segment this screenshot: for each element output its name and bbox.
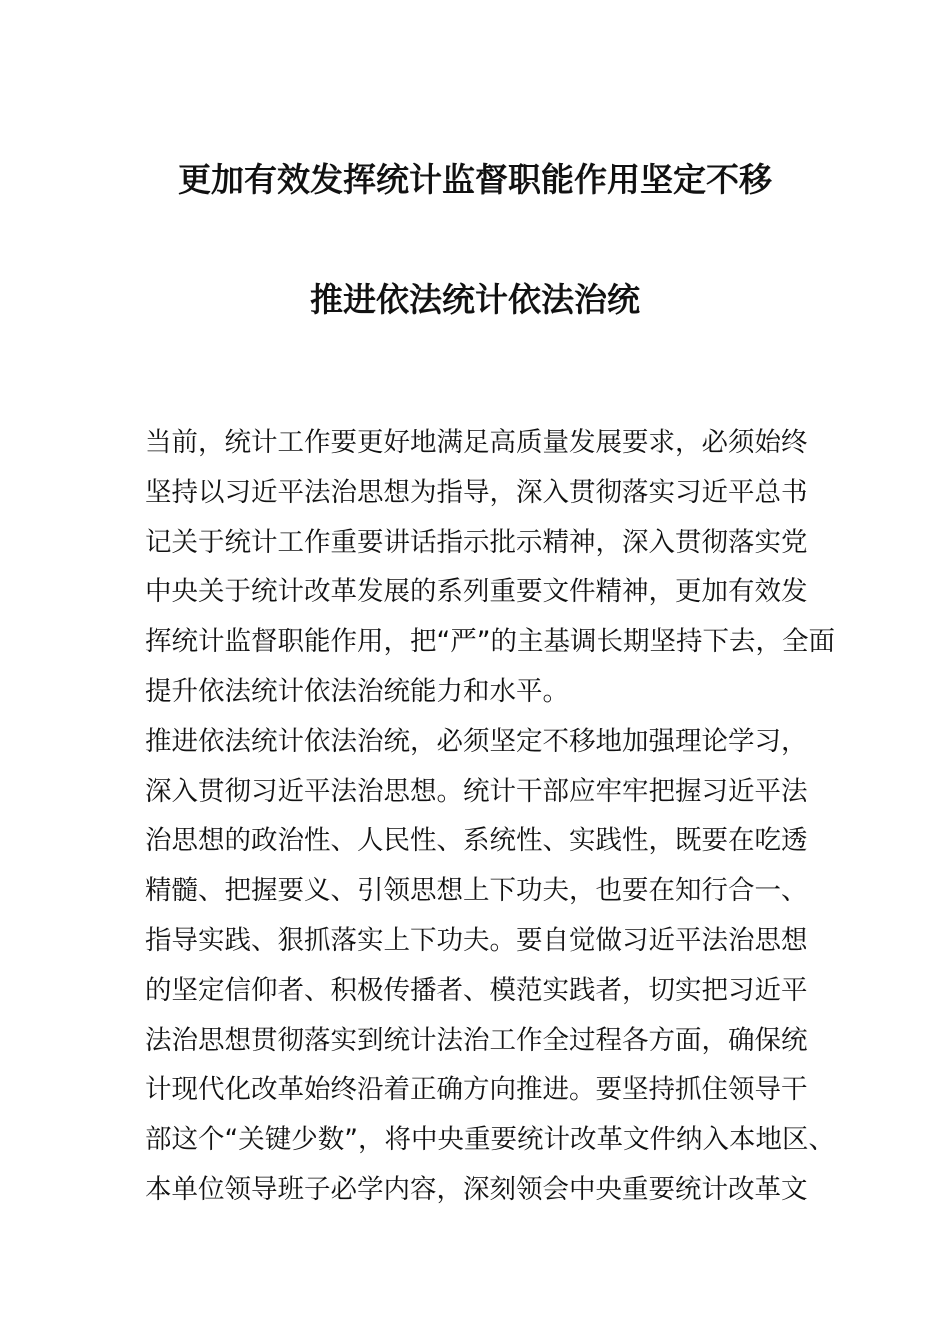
- body-line: 提升依法统计依法治统能力和水平。: [145, 675, 569, 707]
- body-line: 记关于统计工作重要讲话指示批示精神，深入贯彻落实党: [145, 526, 808, 558]
- body-text: [145, 418, 835, 1215]
- body-line: 计现代化改革始终沿着正确方向推进。要坚持抓住领导干: [145, 1074, 808, 1106]
- body-line: 坚持以习近平法治思想为指导，深入贯彻落实习近平总书: [145, 476, 808, 508]
- body-line: 指导实践、狠抓落实上下功夫。要自觉做习近平法治思想: [145, 924, 808, 956]
- body-line: 法治思想贯彻落实到统计法治工作全过程各方面，确保统: [145, 1024, 808, 1056]
- body-line: 治思想的政治性、人民性、系统性、实践性，既要在吃透: [145, 825, 808, 857]
- body-line: 推进依法统计依法治统，必须坚定不移地加强理论学习，: [145, 725, 808, 757]
- body-line: 的坚定信仰者、积极传播者、模范实践者，切实把习近平: [145, 974, 808, 1006]
- body-line: 精髓、把握要义、引领思想上下功夫，也要在知行合一、: [145, 875, 808, 907]
- body-line: 深入贯彻习近平法治思想。统计干部应牢牢把握习近平法: [145, 775, 808, 807]
- title-line-2: 推进依法统计依法治统: [310, 280, 640, 319]
- body-line: 中央关于统计改革发展的系列重要文件精神，更加有效发: [145, 576, 808, 608]
- body-line: 本单位领导班子必学内容，深刻领会中央重要统计改革文: [145, 1173, 808, 1205]
- title-line-1: 更加有效发挥统计监督职能作用坚定不移: [178, 160, 772, 199]
- body-line: 当前，统计工作要更好地满足高质量发展要求，必须始终: [145, 427, 808, 458]
- body-line: 部这个“关键少数”，将中央重要统计改革文件纳入本地区、: [145, 1124, 835, 1156]
- body-line: 挥统计监督职能作用，把“严”的主基调长期坚持下去，全面: [145, 626, 835, 658]
